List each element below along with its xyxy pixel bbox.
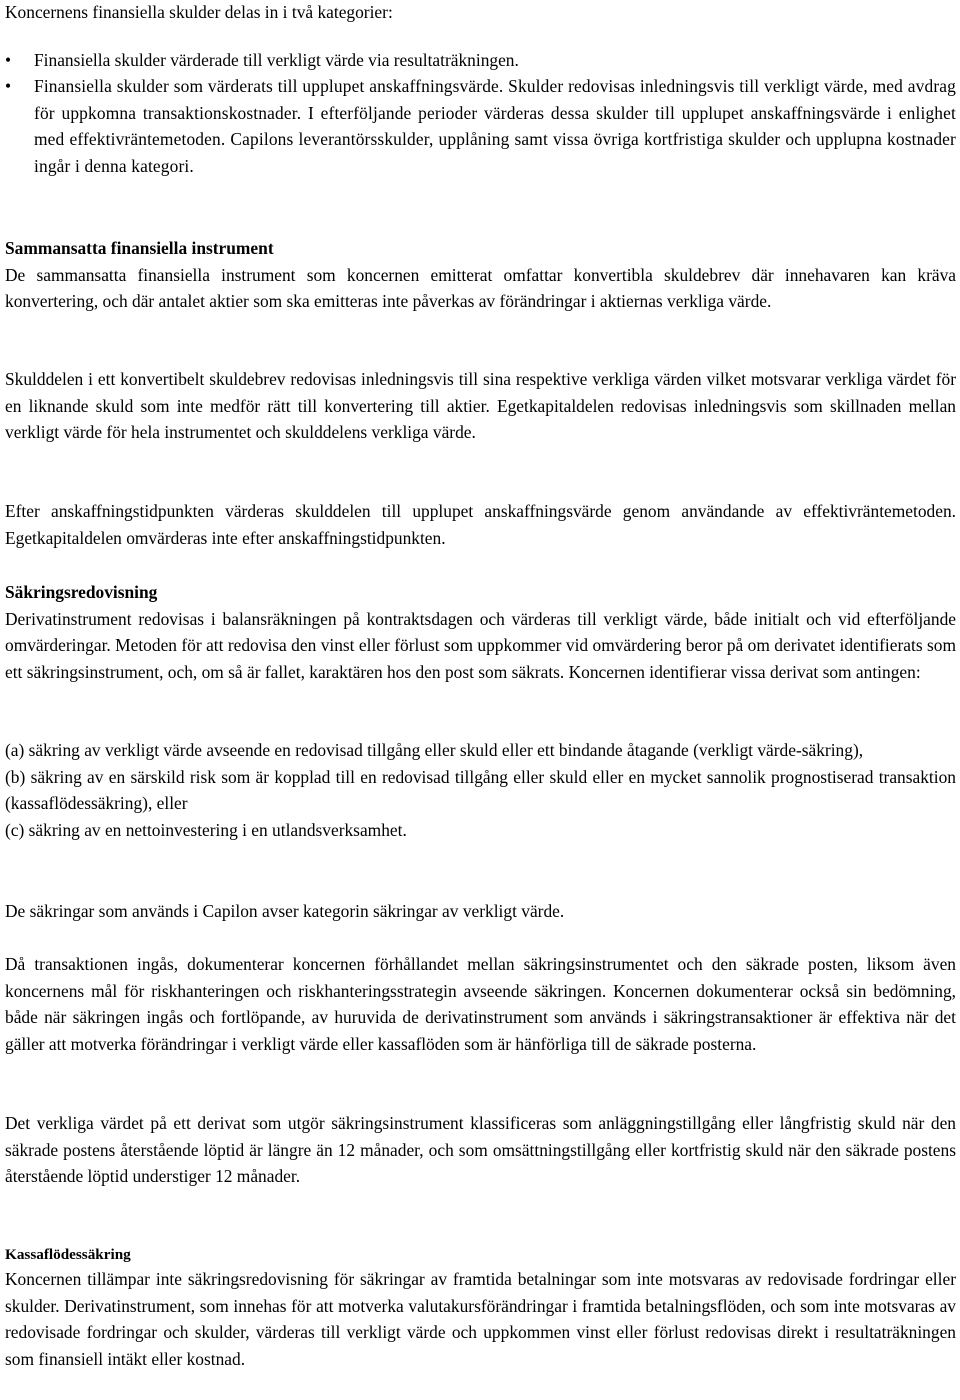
intro-text: Koncernens finansiella skulder delas in i två kategorier:: [5, 2, 393, 22]
paragraph: Koncernen tillämpar inte säkringsredovisning för säkringar av framtida betalningar som inte motsvaras av redovisade fordringar eller skulder. Derivatinstrument, som innehas för att motverka valutakursförändringar i framtida betalningsflöden, och som inte motsvaras av redovisade fordringar och skulder, värderas till verkligt värde och uppkommen vinst eller förlust redovisas direkt i resultaträkningen som finansiell intäkt eller kostnad.: [5, 1269, 956, 1369]
section-cashflow-hedge: [5, 1244, 956, 1372]
list-item: (a) säkring av verkligt värde avseende en redovisad tillgång eller skuld eller ett bindande åtagande (verkligt värde-säkring),: [5, 740, 864, 760]
paragraph: Det verkliga värdet på ett derivat som utgör säkringsinstrument klassificeras som anläggningstillgång eller långfristig skuld när den säkrade postens återstående löptid är längre än 12 månader, och som omsättningstillgång eller kortfristig skuld när den säkrade postens återstående löptid understiger 12 månader.: [5, 1113, 956, 1187]
bullet-icon: •: [5, 50, 12, 70]
bullet-icon: •: [5, 76, 12, 97]
paragraph: Derivatinstrument redovisas i balansräkningen på kontraktsdagen och värderas till verkligt värde, både initialt och vid efterföljande omvärderingar. Metoden för att redovisa den vinst eller förlust som uppkommer vid omvärdering beror på om derivatet identifierats som ett säkringsinstrument, och, om så är fallet, karaktären hos den post som säkrats. Koncernen identifierar vissa derivat som antingen:: [5, 608, 956, 682]
paragraph: Efter anskaffningstidpunkten värderas skulddelen till upplupet anskaffningsvärde genom användande av effektivräntemetoden. Egetkapitaldelen omvärderas inte efter anskaffningstidpunkten.: [5, 501, 956, 548]
liability-categories-list: [5, 47, 956, 179]
section-hedge-accounting: [5, 579, 956, 685]
section-heading: Sammansatta finansiella instrument: [5, 238, 274, 258]
section-heading: Kassaflödessäkring: [5, 1246, 131, 1263]
paragraph: Då transaktionen ingås, dokumenterar koncernen förhållandet mellan säkringsinstrumentet och den säkrade posten, liksom även koncernens mål för riskhanteringen och riskhanteringsstrategin avseende säkringen. Koncernen dokumenterar också sin bedömning, både när säkringen ingås och fortlöpande, av huruvida de derivatinstrument som används i säkringstransaktioner är effektiva när det gäller att motverka förändringar i verkligt värde eller kassaflöden som är hänförliga till de säkrade posterna.: [5, 954, 956, 1054]
paragraph-block: [5, 366, 956, 446]
list-item-text: Finansiella skulder som värderats till upplupet anskaffningsvärde. Skulder redovisas inledningsvis till verkligt värde, med avdrag för uppkomna transaktionskostnader. I efterföljande perioder värderas dessa skulder till upplupet anskaffningsvärde i enlighet med effektivräntemetoden. Capilons leverantörsskulder, upplåning samt vissa övriga kortfristiga skulder och upplupna kostnader ingår i denna kategori.: [34, 76, 956, 176]
hedge-types-list: [5, 737, 956, 843]
paragraph: De sammansatta finansiella instrument som koncernen emitterat omfattar konvertibla skuldebrev där innehavaren kan kräva konvertering, och där antalet aktier som ska emitteras inte påverkas av förändringar i aktiernas verkliga värde.: [5, 264, 956, 312]
paragraph-block: [5, 951, 956, 1057]
list-item-text: Finansiella skulder värderade till verkligt värde via resultaträkningen.: [34, 50, 519, 70]
paragraph: Skulddelen i ett konvertibelt skuldebrev redovisas inledningsvis till sina respektive verkliga värden vilket motsvarar verkliga värdet för en liknande skuld som inte medför rätt till konvertering till aktier. Egetkapitaldelen redovisas inledningsvis som skillnaden mellan verkligt värde för hela instrumentet och skulddelens verkliga värde.: [5, 369, 956, 443]
list-item: [5, 47, 956, 73]
paragraph-block: [5, 1110, 956, 1190]
section-heading: Säkringsredovisning: [5, 582, 158, 602]
section-compound-instruments: [5, 235, 956, 315]
paragraph-block: [5, 898, 956, 925]
list-item: (b) säkring av en särskild risk som är kopplad till en redovisad tillgång eller skuld eller en mycket sannolik prognostiserad transaktion (kassaflödessäkring), eller: [5, 766, 956, 814]
list-item: (c) säkring av en nettoinvestering i en utlandsverksamhet.: [5, 819, 407, 840]
paragraph-block: [5, 498, 956, 551]
list-item: [5, 73, 956, 179]
paragraph: De säkringar som används i Capilon avser kategorin säkringar av verkligt värde.: [5, 901, 565, 921]
